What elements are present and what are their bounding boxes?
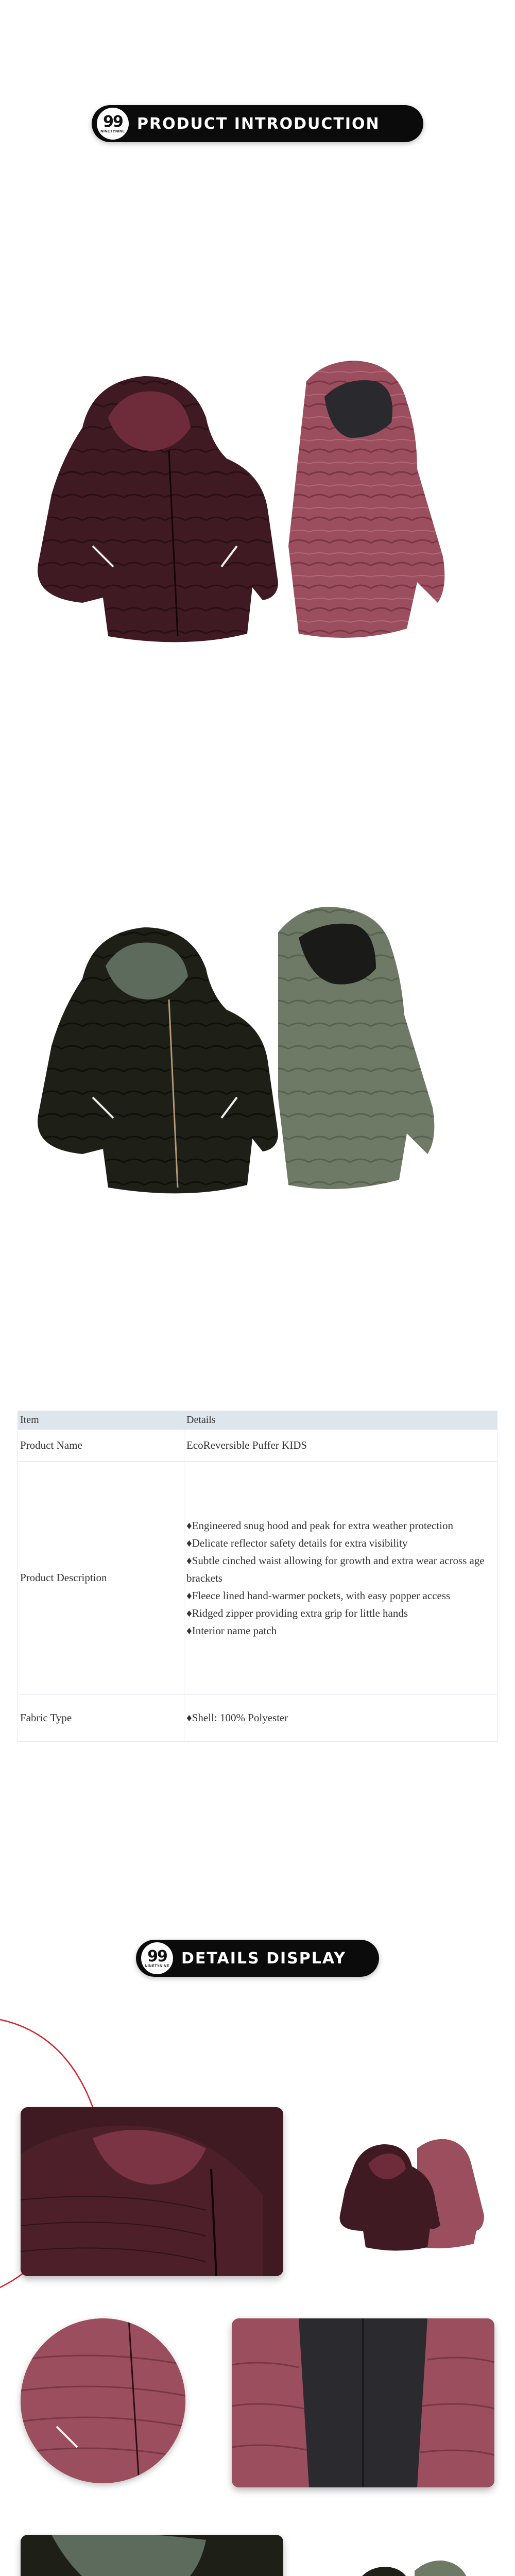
intro-section-title: PRODUCT INTRODUCTION (137, 114, 380, 133)
spec-label: Fabric Type (18, 1694, 184, 1742)
detail-rose-collar (232, 2318, 494, 2487)
spec-header-details: Details (184, 1411, 497, 1430)
spec-row-product-name (18, 1430, 497, 1462)
detail-hood-burgundy (21, 2107, 283, 2276)
detail-circle-rose-pocket (21, 2318, 185, 2483)
spec-row-fabric-type (18, 1694, 497, 1742)
spec-bullet: ♦Fleece lined hand-warmer pockets, with easy popper access (186, 1589, 451, 1602)
detail-hood-black (21, 2535, 283, 2576)
spec-label: Product Description (18, 1462, 184, 1694)
product-image-burgundy-rose (21, 340, 494, 680)
brand-logo-number: 99 (103, 112, 123, 131)
spec-value: EcoReversible Puffer KIDS (184, 1430, 497, 1462)
brand-logo (97, 108, 129, 140)
brand-logo-text: NINETYNINE (145, 1964, 169, 1968)
brand-logo (141, 1942, 173, 1974)
spec-table-header (18, 1411, 497, 1430)
spec-bullet: ♦Ridged zipper providing extra grip for little hands (186, 1606, 408, 1619)
product-image-black-sage (21, 891, 494, 1231)
details-section-title: DETAILS DISPLAY (181, 1949, 346, 1968)
spec-bullet: ♦Engineered snug hood and peak for extra weather protection (186, 1519, 454, 1532)
brand-logo-text: NINETYNINE (100, 129, 125, 133)
intro-section-badge (92, 105, 423, 142)
details-section-badge (136, 1940, 379, 1977)
spec-bullet: ♦Interior name patch (186, 1624, 277, 1637)
detail-product-thumb-black (330, 2555, 489, 2576)
spec-label: Product Name (18, 1430, 184, 1462)
spec-header-item: Item (18, 1411, 184, 1430)
spec-bullet: ♦Subtle cinched waist allowing for growth and extra wear across age brackets (186, 1554, 485, 1584)
detail-product-thumb-burgundy (330, 2133, 489, 2254)
spec-row-product-description (18, 1462, 497, 1694)
spec-bullet: ♦Delicate reflector safety details for extra visibility (186, 1536, 408, 1549)
brand-logo-number: 99 (147, 1947, 167, 1965)
spec-table (18, 1411, 497, 1742)
spec-value: ♦Shell: 100% Polyester (184, 1694, 497, 1742)
spec-value-bullets (184, 1462, 497, 1694)
